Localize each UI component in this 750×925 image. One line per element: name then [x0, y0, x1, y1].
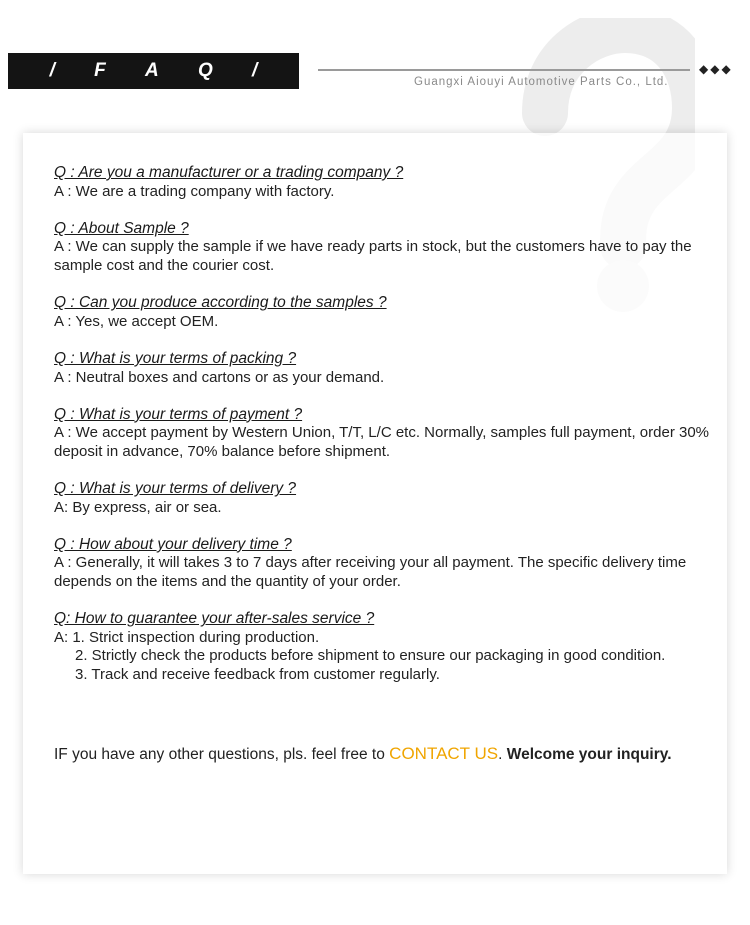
closing-period: . [498, 746, 503, 763]
title-letter-q: Q [198, 60, 213, 81]
faq-answer: A : Yes, we accept OEM. [54, 312, 219, 330]
faq-answer: A: By express, air or sea. [54, 498, 222, 516]
faq-answer: A : We can supply the sample if we have ready parts in stock, but the customers have to pay the sample cost and the courier cost. [54, 238, 692, 274]
faq-list [54, 164, 714, 703]
faq-answer: A : Neutral boxes and cartons or as your demand. [54, 368, 385, 386]
header-divider [318, 69, 690, 71]
faq-title-banner [8, 53, 299, 89]
faq-item [54, 164, 714, 201]
faq-answer: A : We are a trading company with factory. [54, 182, 335, 200]
faq-question: Q : What is your terms of packing ? [54, 349, 297, 367]
welcome-text: Welcome your inquiry. [506, 746, 672, 763]
faq-question: Q : How about your delivery time ? [54, 535, 292, 553]
faq-answer-line-2: 2. Strictly check the products before shipment to ensure our packaging in good condition. [75, 647, 666, 665]
faq-question: Q: How to guarantee your after-sales service ? [54, 610, 375, 628]
faq-answer-line-3: 3. Track and receive feedback from customer regularly. [75, 666, 440, 684]
faq-answer-line-1: A: 1. Strict inspection during production. [54, 628, 320, 646]
diamond-icons: ◆◆◆ [699, 62, 733, 76]
title-letter-f: F [94, 60, 106, 81]
faq-question: Q : Can you produce according to the samples ? [54, 294, 387, 312]
faq-answer: A : We accept payment by Western Union, T/T, L/C etc. Normally, samples full payment, order 30% deposit in advance, 70% balance before shipment. [54, 424, 709, 460]
title-letter-a: A [145, 60, 159, 81]
faq-item [54, 610, 714, 684]
faq-question: Q : What is your terms of delivery ? [54, 480, 297, 498]
faq-item [54, 480, 714, 517]
faq-item [54, 220, 714, 276]
closing-text: IF you have any other questions, pls. feel free to [54, 746, 390, 763]
faq-item [54, 350, 714, 387]
title-slash-right: / [252, 60, 258, 81]
faq-question: Q : What is your terms of payment ? [54, 405, 303, 423]
title-slash-left: / [49, 60, 55, 81]
faq-item [54, 536, 714, 592]
faq-item [54, 406, 714, 462]
faq-item [54, 294, 714, 331]
contact-us-link[interactable]: CONTACT US [389, 744, 499, 763]
closing-note [54, 744, 704, 764]
faq-answer: A : Generally, it will takes 3 to 7 days after receiving your all payment. The specific delivery time depends on the items and the quantity of your order. [54, 554, 687, 591]
faq-question: Q : Are you a manufacturer or a trading company ? [54, 164, 404, 181]
company-name: Guangxi Aiouyi Automotive Parts Co., Ltd. [414, 76, 669, 88]
faq-question: Q : About Sample ? [54, 219, 189, 237]
